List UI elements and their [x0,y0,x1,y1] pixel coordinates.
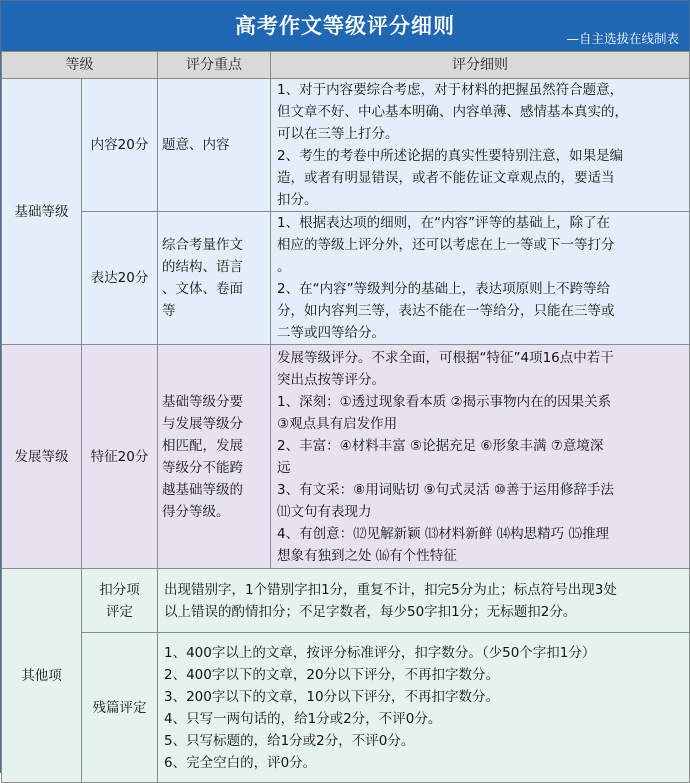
level-cell-other: 其他项 [2,569,82,783]
focus-line: 基础等级分要 [162,393,243,410]
rule-line: ③观点具有启发作用 [277,415,398,432]
sub-cell-deduction [82,569,158,633]
sub-cell-incomplete: 残篇评定 [82,633,158,783]
scoring-table [1,51,690,783]
page-title: 高考作文等级评分细则 [235,14,455,38]
focus-cell-feature [158,345,271,569]
rule-line: 但文章不好、中心基本明确、内容单薄、感情基本真实的， [277,104,628,120]
rule-line: 2、丰富：④材料丰富 ⑤论据充足 ⑥形象丰满 ⑦意境深 [277,437,604,454]
focus-cell-content: 题意、内容 [158,79,271,212]
sub-cell-content: 内容20分 [82,79,158,212]
rules-cell-incomplete [158,633,690,783]
table-row [2,345,690,569]
rule-line: 分，如内容判三等，表达不能在一等给分，只能在三等或 [277,303,615,319]
rule-line: 远 [277,459,291,476]
rule-line: 3、200字以下的文章，10分以下评分，不再扣字数分。 [164,688,500,705]
focus-line: 综合考量作文 [162,237,243,253]
rule-line: 以上错误的酌情扣分；不足字数者，每少50字扣1分；无标题扣2分。 [164,603,577,620]
table-row [2,212,690,345]
table-row [2,569,690,633]
focus-cell-expression [158,212,271,345]
sub-cell-feature: 特征20分 [82,345,158,569]
table-header-row [2,52,690,79]
rule-line: 二等或四等给分。 [277,325,385,341]
rule-line: 4、只写一两句话的，给1分或2分，不评0分。 [164,710,442,727]
rule-line: ⑾文句有表现力 [277,503,372,520]
rules-cell-expression [271,212,690,345]
column-header-rules: 评分细则 [271,52,690,79]
focus-line: 越基础等级的 [162,481,243,498]
rule-line: 1、深刻：①透过现象看本质 ②揭示事物内在的因果关系 [277,393,612,410]
level-cell-development: 发展等级 [2,345,82,569]
rule-line: 相应的等级上评分外，还可以考虑在上一等或下一等打分 [277,237,615,253]
rule-line: 4、有创意：⑿见解新颖 ⒀材料新鲜 ⒁构思精巧 ⒂推理 [277,525,609,542]
focus-line: 等 [162,303,176,319]
focus-line: 与发展等级分 [162,415,243,432]
focus-line: 、文体、卷面 [162,281,243,297]
rules-cell-deduction [158,569,690,633]
rule-line: 1、根据表达项的细则，在“内容”评等的基础上，除了在 [277,215,611,231]
rules-cell-feature [271,345,690,569]
rule-line: 2、400字以下的文章，20分以下评分，不再扣字数分。 [164,666,500,683]
focus-line: 得分等级。 [162,503,230,520]
sub-cell-expression: 表达20分 [82,212,158,345]
sub-line: 扣分项 [99,581,140,598]
rule-line: 可以在三等上打分。 [277,126,399,142]
focus-line: 的结构、语言 [162,259,243,275]
rule-line: 扣分。 [277,192,318,208]
rule-line: 出现错别字，1个错别字扣1分，重复不计，扣完5分为止；标点符号出现3处 [164,581,617,598]
rule-line: 1、对于内容要综合考虑，对于材料的把握虽然符合题意， [277,82,624,98]
rule-line: 5、只写标题的，给1分或2分，不评0分。 [164,732,415,749]
rule-line: 。 [277,259,291,275]
column-header-focus: 评分重点 [158,52,271,79]
table-row [2,633,690,783]
rule-line: 想象有独到之处 ⒃有个性特征 [277,547,457,564]
rule-line: 2、在“内容”等级判分的基础上，表达项原则上不跨等给 [277,281,611,297]
title-bar [1,1,689,51]
rule-line: 造，或者有明显错误，或者不能佐证文章观点的，要适当 [277,170,615,186]
focus-line: 等级分不能跨 [162,459,243,476]
rule-line: 2、考生的考卷中所述论据的真实性要特别注意，如果是编 [277,148,624,164]
rule-line: 6、完全空白的，评0分。 [164,754,317,771]
focus-line: 相匹配，发展 [162,437,243,454]
rule-line: 发展等级评分。不求全面，可根据“特征”4项16点中若干 [277,349,614,366]
rule-line: 突出点按等评分。 [277,371,385,388]
column-header-level: 等级 [2,52,158,79]
table-row [2,79,690,212]
level-cell-basic: 基础等级 [2,79,82,345]
rule-line: 1、400字以上的文章，按评分标准评分，扣字数分。（少50个字扣1分） [164,644,596,661]
sub-line: 评定 [106,603,133,620]
page-subtitle: —自主选拔在线制表 [566,31,679,46]
rules-cell-content [271,79,690,212]
rule-line: 3、有文采：⑧用词贴切 ⑨句式灵活 ⑩善于运用修辞手法 [277,481,614,498]
